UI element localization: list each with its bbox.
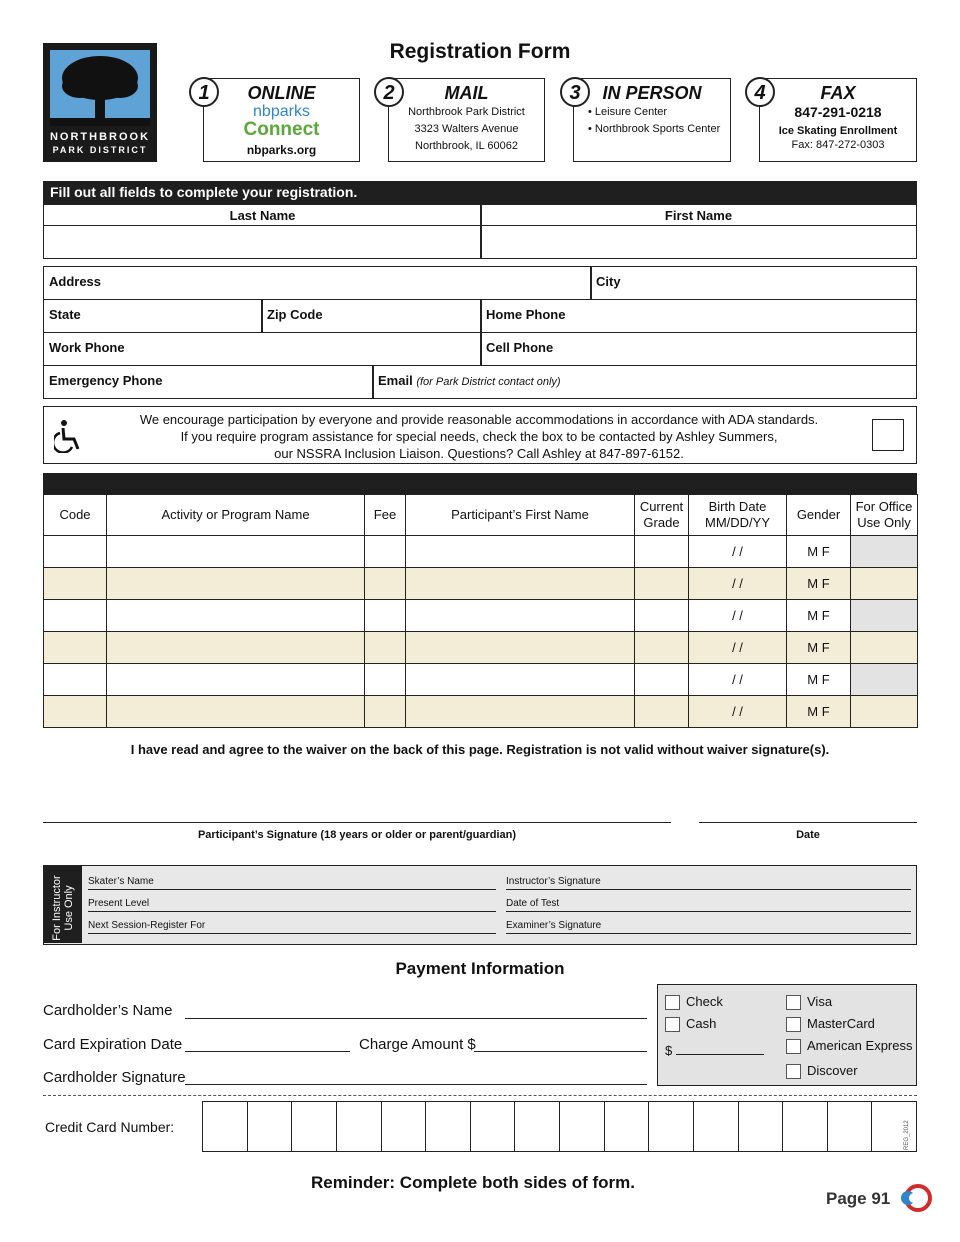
page-title: Registration Form [389,40,571,63]
first-name-label: First Name [480,204,917,226]
amex-label: American Express [807,1038,913,1053]
fax-line-3: Fax: 847-272-0303 [791,139,885,151]
grade-cell[interactable] [635,568,689,600]
cardholder-name-label: Cardholder’s Name [43,1002,173,1019]
credit-card-digit-box[interactable] [605,1102,650,1151]
form-code: REG_2012 [904,1120,910,1150]
amex-checkbox[interactable] [786,1039,801,1054]
cash-checkbox[interactable] [665,1017,680,1032]
code-cell[interactable] [44,696,107,728]
credit-card-digit-box[interactable] [739,1102,784,1151]
city-field[interactable] [590,266,917,300]
participant-cell[interactable] [406,600,635,632]
dollar-label: $ [665,1043,673,1058]
col-fee: Fee [365,495,406,536]
date-line[interactable] [699,822,917,823]
mail-line-3: Northbrook, IL 60062 [415,140,518,152]
logo-line-1: NORTHBROOK [49,131,151,143]
participant-signature-line[interactable] [43,822,671,823]
office-cell [851,568,918,600]
participant-cell[interactable] [406,696,635,728]
credit-card-digit-box[interactable] [203,1102,248,1151]
activity-cell[interactable] [107,536,365,568]
table-row [44,600,918,632]
mail-line-2: 3323 Walters Avenue [414,123,519,135]
visa-label: Visa [807,994,833,1009]
page-number: Page 91 [826,1189,891,1208]
method-mail-head: MAIL [444,83,489,103]
participant-cell[interactable] [406,632,635,664]
mastercard-option[interactable] [786,1013,912,1035]
col-birthdate: Birth Date MM/DD/YY [689,495,787,536]
credit-card-digit-box[interactable] [382,1102,427,1151]
instructor-side-label: For Instructor Use Only [44,866,82,943]
activity-table-bar [43,473,917,495]
participant-cell[interactable] [406,568,635,600]
method-fax [759,78,917,162]
col-grade: Current Grade [635,495,689,536]
date-of-test-field[interactable]: Date of Test [506,892,911,912]
credit-card-digit-box[interactable] [337,1102,382,1151]
examiner-signature-field[interactable]: Examiner’s Signature [506,914,911,934]
credit-card-number-label: Credit Card Number: [45,1119,175,1135]
code-cell[interactable] [44,568,107,600]
gender-cell[interactable]: M F [787,696,851,728]
activity-cell[interactable] [107,696,365,728]
credit-card-digit-box[interactable] [828,1102,873,1151]
cash-label: Cash [686,1016,717,1031]
mastercard-checkbox[interactable] [786,1017,801,1032]
cell-phone-field[interactable] [480,332,917,366]
table-row [44,632,918,664]
table-row [44,664,918,696]
method-in-person [573,78,731,162]
emergency-phone-label: Emergency Phone [49,373,163,388]
address-label: Address [49,274,102,289]
participant-cell[interactable] [406,536,635,568]
home-phone-label: Home Phone [486,307,566,322]
expiration-label: Card Expiration Date [43,1036,183,1053]
code-cell[interactable] [44,536,107,568]
method-fax-head: FAX [820,83,856,103]
emergency-phone-field[interactable] [43,365,374,399]
logo-line-2: PARK DISTRICT [52,145,148,155]
activity-table [43,494,918,728]
mail-line-1: Northbrook Park District [408,106,525,118]
office-cell [851,664,918,696]
credit-card-digit-box[interactable] [471,1102,516,1151]
in-person-line-1: • Leisure Center [588,106,668,118]
credit-card-number-field[interactable] [202,1101,917,1152]
ada-checkbox[interactable] [872,419,904,451]
charge-amount-label: Charge Amount $ [359,1036,476,1053]
payment-method-box [657,984,917,1086]
fee-cell[interactable] [365,600,406,632]
activity-cell[interactable] [107,632,365,664]
fee-cell[interactable] [365,696,406,728]
zip-label: Zip Code [267,307,323,322]
grade-cell[interactable] [635,696,689,728]
present-level-field[interactable]: Present Level [88,892,496,912]
grade-cell[interactable] [635,664,689,696]
cardholder-name-field[interactable] [185,1002,647,1019]
fax-line-2: Ice Skating Enrollment [778,125,898,137]
last-name-field[interactable] [43,225,482,259]
col-code: Code [44,495,107,536]
method-online [203,78,360,162]
ada-box [43,406,917,464]
credit-card-digit-box[interactable] [292,1102,337,1151]
gender-cell[interactable]: M F [787,568,851,600]
gender-cell[interactable]: M F [787,632,851,664]
cardholder-signature-label: Cardholder Signature [43,1069,186,1086]
discover-checkbox[interactable] [786,1064,801,1079]
amex-option[interactable] [786,1035,912,1057]
discover-label: Discover [807,1063,858,1078]
connect-text: Connect [243,119,320,140]
code-cell[interactable] [44,632,107,664]
credit-card-digit-box[interactable] [515,1102,560,1151]
method-in-person-head: IN PERSON [602,83,702,103]
work-phone-label: Work Phone [49,340,125,355]
office-cell [851,632,918,664]
city-label: City [596,274,621,289]
birthdate-cell[interactable]: / / [689,696,787,728]
participant-cell[interactable] [406,664,635,696]
waiver-text: I have read and agree to the waiver on the back of this page. Registration is not valid without waiver signature(s). [130,742,830,757]
fee-cell[interactable] [365,536,406,568]
method-number-1: 1 [189,77,219,107]
grade-cell[interactable] [635,600,689,632]
fee-cell[interactable] [365,632,406,664]
ada-line-3: our NSSRA Inclusion Liaison. Questions? Call Ashley at 847-897-6152. [274,446,684,461]
credit-card-digit-box[interactable] [694,1102,739,1151]
visa-option[interactable] [786,991,912,1013]
activity-cell[interactable] [107,600,365,632]
next-session-field[interactable]: Next Session-Register For [88,914,496,934]
state-field[interactable] [43,299,263,333]
col-office: For Office Use Only [851,495,918,536]
last-name-label: Last Name [43,204,482,226]
col-participant: Participant’s First Name [406,495,635,536]
method-number-3: 3 [560,77,590,107]
email-field[interactable] [372,365,917,399]
dashed-divider [43,1095,917,1096]
table-row [44,536,918,568]
table-row [44,568,918,600]
cardholder-signature-field[interactable] [185,1069,647,1085]
mastercard-label: MasterCard [807,1016,875,1031]
office-cell [851,536,918,568]
payment-title: Payment Information [395,959,565,978]
nbparks-text: nbparks [253,103,310,120]
method-mail [388,78,545,162]
zip-field[interactable] [261,299,482,333]
col-gender: Gender [787,495,851,536]
instructor-signature-field[interactable]: Instructor’s Signature [506,870,911,890]
credit-card-digit-box[interactable] [783,1102,828,1151]
fee-cell[interactable] [365,568,406,600]
ada-line-1: We encourage participation by everyone and provide reasonable accommodations in accordance with ADA standards. [139,412,819,427]
gender-cell[interactable]: M F [787,600,851,632]
credit-card-digit-box[interactable] [649,1102,694,1151]
cash-amount-field[interactable] [676,1042,764,1055]
grade-cell[interactable] [635,536,689,568]
birthdate-cell[interactable]: / / [689,536,787,568]
grade-cell[interactable] [635,632,689,664]
participant-signature-label: Participant’s Signature (18 years or older or parent/guardian) [197,829,517,841]
fill-instructions-bar: Fill out all fields to complete your registration. [43,181,917,204]
wheelchair-icon [54,419,86,453]
credit-card-digit-box[interactable] [426,1102,471,1151]
home-phone-field[interactable] [480,299,917,333]
col-activity: Activity or Program Name [107,495,365,536]
birthdate-cell[interactable]: / / [689,600,787,632]
first-name-field[interactable] [480,225,917,259]
visa-checkbox[interactable] [786,995,801,1010]
in-person-line-2: • Northbrook Sports Center [588,123,721,135]
check-label: Check [686,994,723,1009]
address-field[interactable] [43,266,592,300]
ada-line-2: If you require program assistance for special needs, check the box to be contacted by Ashley Summers, [180,429,778,444]
charge-amount-field[interactable] [474,1036,647,1052]
code-cell[interactable] [44,600,107,632]
fax-number: 847-291-0218 [794,104,882,120]
state-label: State [49,307,81,322]
credit-card-digit-box[interactable] [560,1102,605,1151]
gender-cell[interactable]: M F [787,664,851,696]
office-cell [851,600,918,632]
connect-logo-icon [894,1183,934,1213]
work-phone-field[interactable] [43,332,482,366]
nbparks-url[interactable]: nbparks.org [246,143,317,157]
discover-option[interactable] [786,1060,912,1082]
check-option[interactable] [665,991,764,1013]
fee-cell[interactable] [365,664,406,696]
activity-cell[interactable] [107,568,365,600]
birthdate-cell[interactable]: / / [689,568,787,600]
credit-card-digit-box[interactable] [248,1102,293,1151]
date-label: Date [796,829,820,841]
birthdate-cell[interactable]: / / [689,664,787,696]
table-row [44,696,918,728]
office-cell [851,696,918,728]
activity-cell[interactable] [107,664,365,696]
method-online-head: ONLINE [247,83,316,103]
email-note: (for Park District contact only) [416,376,561,388]
cash-option[interactable] [665,1013,764,1035]
code-cell[interactable] [44,664,107,696]
method-number-4: 4 [745,77,775,107]
check-checkbox[interactable] [665,995,680,1010]
reminder-text: Reminder: Complete both sides of form. [311,1173,635,1192]
birthdate-cell[interactable]: / / [689,632,787,664]
email-label: Email [378,373,413,388]
cell-phone-label: Cell Phone [486,340,554,355]
method-number-2: 2 [374,77,404,107]
instructor-box [43,865,917,945]
skater-name-field[interactable]: Skater’s Name [88,870,496,890]
expiration-field[interactable] [185,1036,350,1052]
gender-cell[interactable]: M F [787,536,851,568]
